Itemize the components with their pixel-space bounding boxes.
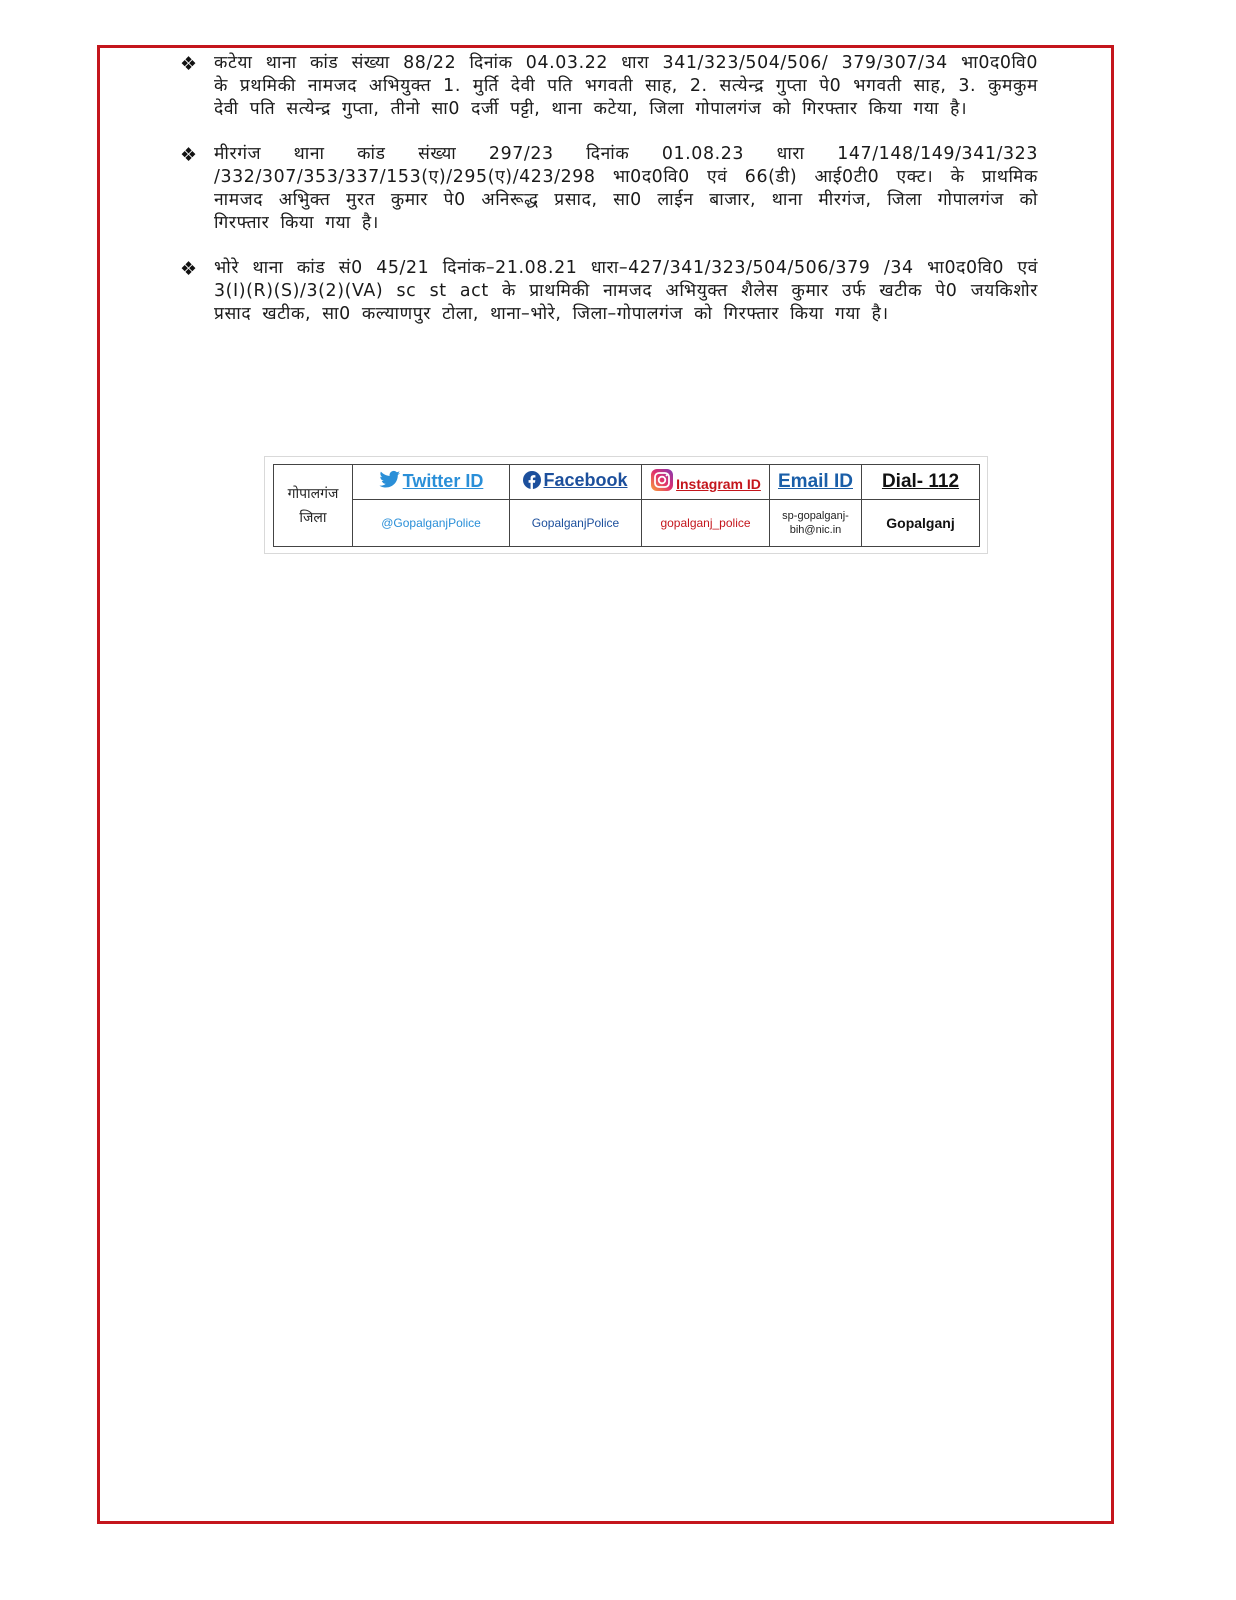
contact-info-box [264, 456, 988, 554]
report-item [178, 257, 1038, 326]
district-cell [274, 465, 353, 547]
instagram-header-cell [642, 465, 770, 500]
contact-table [273, 464, 980, 547]
district-suffix: जिला [299, 509, 327, 526]
dial-label[interactable]: Dial- 112 [881, 471, 960, 492]
diamond-bullet-icon: ❖ [180, 53, 198, 75]
dial-location: Gopalganj [862, 500, 980, 547]
facebook-header-cell [510, 465, 642, 500]
email-address-line1: sp-gopalganj- [782, 510, 849, 522]
report-text: मीरगंज थाना कांड संख्या 297/23 दिनांक 01.08.23 धारा 147/148/149/341/323 /332/307/353/337/153(ए)/295(ए)/423/298 भा0द0वि0 एवं 66(डी) आई0टी0 एक्ट। के प्राथमिक नामजद अभिुक्त मुरत कुमार पे0 अनिरूद्ध प्रसाद, सा0 लाईन बाजार, थाना मीरगंज, जिला गोपालगंज को गिरफ्तार किया गया है। [214, 144, 1038, 233]
email-address-line2: bih@nic.in [789, 524, 842, 536]
twitter-header-cell [353, 465, 510, 500]
instagram-label[interactable]: Instagram ID [676, 475, 761, 492]
email-header-cell [770, 465, 862, 500]
district-name: गोपालगंज [287, 485, 339, 502]
twitter-label[interactable]: Twitter ID [402, 470, 484, 491]
arrest-report-list [178, 52, 1038, 348]
report-text: कटेया थाना कांड संख्या 88/22 दिनांक 04.03.22 धारा 341/323/504/506/ 379/307/34 भा0द0वि0 के प्रथमिकी नामजद अभियुक्त 1. मुर्ति देवी पति भगवती साह, 2. सत्येन्द्र गुप्ता पे0 भगवती साह, 3. कुमकुम देवी पति सत्येन्द्र गुप्ता, तीनो सा0 दर्जी पट्टी, थाना कटेया, जिला गोपालगंज को गिरफ्तार किया गया है। [214, 53, 1038, 119]
twitter-handle[interactable]: @GopalganjPolice [353, 500, 510, 547]
email-label[interactable]: Email ID [778, 471, 853, 492]
instagram-handle[interactable]: gopalganj_police [642, 500, 770, 547]
diamond-bullet-icon: ❖ [180, 144, 198, 166]
facebook-icon [523, 471, 541, 494]
report-item [178, 52, 1038, 121]
instagram-icon [650, 468, 674, 497]
email-address-cell[interactable] [770, 500, 862, 547]
facebook-handle[interactable]: GopalganjPolice [510, 500, 642, 547]
facebook-label[interactable]: Facebook [543, 470, 628, 490]
dial-header-cell [862, 465, 980, 500]
report-text: भोरे थाना कांड सं0 45/21 दिनांक–21.08.21 धारा–427/341/323/504/506/379 /34 भा0द0वि0 एवं 3(I)(R)(S)/3(2)(VA) sc st act के प्राथमिकी नामजद अभियुक्त शैलेस कुमार उर्फ खटीक पे0 जयकिशोर प्रसाद खटीक, सा0 कल्याणपुर टोला, थाना–भोरे, जिला–गोपालगंज को गिरफ्तार किया गया है। [214, 258, 1038, 324]
report-item [178, 143, 1038, 235]
diamond-bullet-icon: ❖ [180, 258, 198, 280]
twitter-bird-icon [379, 470, 401, 495]
